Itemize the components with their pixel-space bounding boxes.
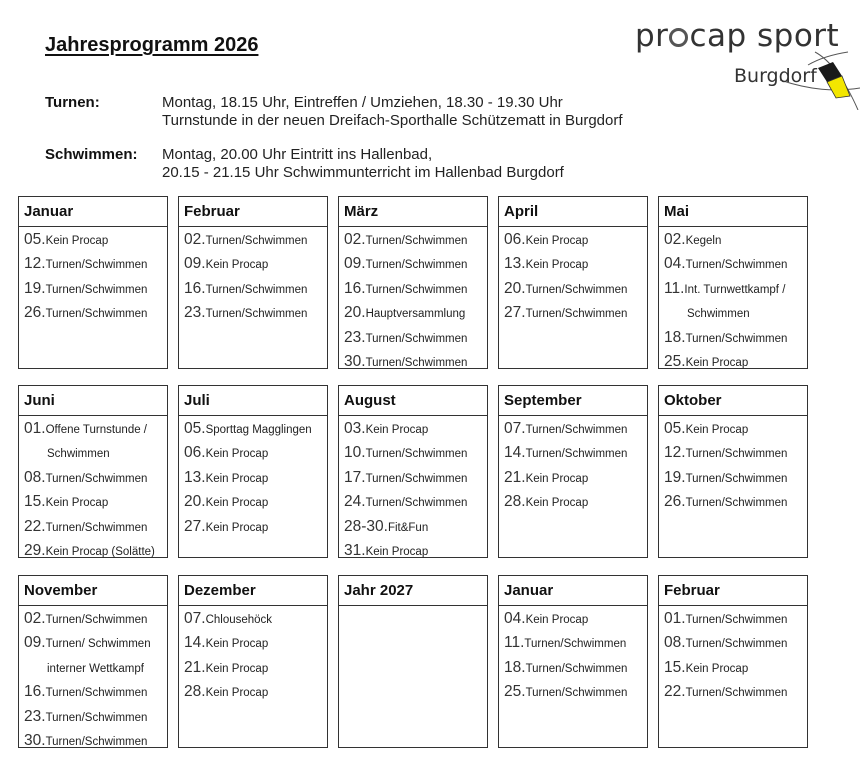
- event-entry: [504, 490, 647, 514]
- entry-list: [659, 606, 807, 705]
- month-name: Oktober: [659, 386, 807, 416]
- month-box: [338, 575, 488, 748]
- event-day: 20.: [504, 279, 526, 297]
- month-name: April: [499, 197, 647, 227]
- event-day: 25.: [664, 352, 686, 370]
- event-entry: [344, 466, 487, 490]
- month-name: September: [499, 386, 647, 416]
- entry-list: [19, 416, 167, 563]
- event-text: Kein Procap: [205, 448, 269, 461]
- event-entry: [344, 350, 487, 374]
- event-text: Turnen/Schwimmen: [525, 308, 628, 321]
- event-entry: [184, 417, 327, 441]
- event-entry: [664, 490, 807, 514]
- event-entry: [344, 252, 487, 276]
- event-text: Turnen/Schwimmen: [685, 497, 788, 510]
- event-day: 27.: [184, 517, 206, 535]
- event-text: Turnen/Schwimmen: [365, 235, 468, 247]
- event-text: Kein Procap: [525, 235, 589, 247]
- event-entry: [184, 656, 327, 680]
- event-entry: [24, 729, 167, 753]
- event-day: 07.: [184, 610, 206, 627]
- event-day: 28-30.: [344, 517, 388, 535]
- event-entry: [504, 417, 647, 441]
- event-text: Int. Turnwettkampf /: [684, 283, 786, 296]
- event-day: 29.: [24, 541, 46, 559]
- info-label: Schwimmen:: [45, 146, 138, 163]
- month-name: Mai: [659, 197, 807, 227]
- event-entry: [664, 607, 807, 631]
- event-entry: [24, 417, 167, 441]
- event-entry: [344, 490, 487, 514]
- event-day: 23.: [184, 304, 206, 322]
- event-day: 05.: [184, 420, 206, 437]
- event-day: 09.: [24, 634, 46, 652]
- event-text: Sporttag Magglingen: [205, 424, 312, 436]
- entry-list: [179, 227, 327, 326]
- month-name: Jahr 2027: [339, 576, 487, 606]
- event-day: 05.: [664, 420, 686, 437]
- event-text: Turnen/Schwimmen: [45, 711, 148, 724]
- event-entry: [184, 515, 327, 539]
- event-day: 26.: [24, 304, 46, 322]
- event-day: 12.: [24, 255, 46, 273]
- event-entry: [24, 228, 167, 252]
- month-name: August: [339, 386, 487, 416]
- entry-list: [499, 227, 647, 326]
- month-box: [338, 196, 488, 369]
- event-entry: [184, 301, 327, 325]
- event-entry: [184, 441, 327, 465]
- event-entry: [24, 252, 167, 276]
- event-text: Turnen/Schwimmen: [45, 283, 148, 296]
- event-entry: [24, 631, 167, 655]
- event-entry: [344, 515, 487, 539]
- event-text: interner Wettkampf: [47, 662, 144, 675]
- month-name: Februar: [659, 576, 807, 606]
- event-entry: [24, 466, 167, 490]
- event-entry: [504, 656, 647, 680]
- page-title: Jahresprogramm 2026: [45, 34, 259, 56]
- entry-list: [339, 416, 487, 563]
- month-box: [18, 575, 168, 748]
- month-name: Dezember: [179, 576, 327, 606]
- event-entry: [664, 441, 807, 465]
- event-text: Turnen/Schwimmen: [685, 687, 788, 700]
- event-entry: [24, 441, 167, 465]
- event-day: 18.: [664, 328, 686, 346]
- event-text: Turnen/Schwimmen: [525, 283, 628, 296]
- event-text: Turnen/Schwimmen: [525, 424, 628, 436]
- event-text: Turnen/Schwimmen: [685, 614, 788, 626]
- event-entry: [24, 607, 167, 631]
- entry-list: [19, 606, 167, 753]
- event-day: 28.: [184, 683, 206, 701]
- event-day: 13.: [184, 468, 206, 486]
- event-day: 16.: [344, 279, 366, 297]
- event-entry: [24, 705, 167, 729]
- event-text: Kein Procap: [525, 614, 589, 626]
- event-entry: [504, 301, 647, 325]
- event-day: 31.: [344, 541, 366, 559]
- event-entry: [184, 277, 327, 301]
- event-day: 09.: [184, 255, 206, 273]
- info-line: Montag, 20.00 Uhr Eintritt ins Hallenbad,: [162, 146, 433, 163]
- entry-list: [339, 227, 487, 374]
- event-entry: [184, 607, 327, 631]
- month-name: Januar: [499, 576, 647, 606]
- month-box: [18, 196, 168, 369]
- event-entry: [24, 515, 167, 539]
- event-day: 10.: [344, 444, 366, 462]
- entry-list: [19, 227, 167, 326]
- entry-list: [499, 416, 647, 515]
- event-text: Kein Procap: [685, 662, 749, 675]
- month-box: [18, 385, 168, 558]
- event-entry: [664, 680, 807, 704]
- event-text: Turnen/Schwimmen: [525, 448, 628, 461]
- event-entry: [344, 326, 487, 350]
- month-box: [498, 385, 648, 558]
- logo-city: Burgdorf: [734, 65, 817, 87]
- event-text: Kein Procap: [45, 235, 109, 247]
- event-day: 06.: [504, 231, 526, 248]
- event-entry: [504, 252, 647, 276]
- event-day: 30.: [344, 352, 366, 370]
- event-text: Turnen/Schwimmen: [365, 283, 468, 296]
- event-day: 04.: [504, 610, 526, 627]
- event-day: 01.: [664, 610, 686, 627]
- event-day: 21.: [184, 658, 206, 676]
- month-box: [658, 385, 808, 558]
- event-entry: [344, 228, 487, 252]
- event-text: Kein Procap: [205, 638, 269, 651]
- event-text: Turnen/Schwimmen: [685, 332, 788, 345]
- event-day: 08.: [664, 634, 686, 652]
- procap-sport-logo: [630, 10, 860, 110]
- event-day: 14.: [184, 634, 206, 652]
- event-text: Hauptversammlung: [365, 308, 466, 321]
- month-box: [178, 385, 328, 558]
- event-day: 21.: [504, 468, 526, 486]
- event-day: 11.: [504, 634, 525, 652]
- event-text: Turnen/Schwimmen: [365, 332, 468, 345]
- event-entry: [184, 252, 327, 276]
- event-text: Turnen/Schwimmen: [205, 308, 308, 321]
- event-text: Turnen/ Schwimmen: [45, 638, 151, 651]
- event-text: Kein Procap: [365, 545, 429, 558]
- event-text: Turnen/Schwimmen: [205, 283, 308, 296]
- month-name: Januar: [19, 197, 167, 227]
- event-day: 22.: [24, 517, 46, 535]
- month-name: November: [19, 576, 167, 606]
- event-entry: [24, 490, 167, 514]
- event-text: Kein Procap: [525, 259, 589, 272]
- event-text: Turnen/Schwimmen: [45, 687, 148, 700]
- event-entry: [24, 539, 167, 563]
- event-text: Turnen/Schwimmen: [685, 259, 788, 272]
- event-text: Turnen/Schwimmen: [365, 356, 468, 369]
- event-entry: [664, 631, 807, 655]
- event-text: Kein Procap: [205, 687, 269, 700]
- event-day: 02.: [184, 231, 206, 248]
- event-day: 23.: [344, 328, 366, 346]
- event-text: Kein Procap: [205, 521, 269, 534]
- event-day: 19.: [24, 279, 46, 297]
- event-text: Chlousehöck: [205, 614, 273, 626]
- event-entry: [184, 228, 327, 252]
- event-day: 28.: [504, 493, 526, 511]
- event-entry: [664, 228, 807, 252]
- event-text: Kein Procap: [525, 472, 589, 485]
- event-entry: [664, 466, 807, 490]
- event-day: 22.: [664, 683, 686, 701]
- event-day: 12.: [664, 444, 686, 462]
- entry-list: [339, 606, 487, 607]
- event-day: 05.: [24, 231, 46, 248]
- month-box: [178, 575, 328, 748]
- event-text: Turnen/Schwimmen: [45, 521, 148, 534]
- event-day: 16.: [184, 279, 206, 297]
- event-day: 20.: [344, 304, 366, 322]
- event-entry: [664, 277, 807, 301]
- event-text: Kein Procap: [685, 424, 749, 436]
- event-day: 03.: [344, 420, 366, 437]
- event-text: Kegeln: [685, 235, 722, 247]
- event-text: Kein Procap: [205, 259, 269, 272]
- event-day: 13.: [504, 255, 526, 273]
- event-day: 16.: [24, 683, 46, 701]
- event-text: Turnen/Schwimmen: [685, 638, 788, 651]
- event-text: Turnen/Schwimmen: [524, 638, 627, 651]
- logo-o-ring-icon: [669, 28, 688, 47]
- event-text: Kein Procap: [205, 497, 269, 510]
- event-text: Offene Turnstunde /: [45, 424, 148, 436]
- event-entry: [504, 680, 647, 704]
- event-entry: [344, 301, 487, 325]
- month-box: [658, 575, 808, 748]
- entry-list: [499, 606, 647, 705]
- event-text: Schwimmen: [687, 308, 750, 321]
- event-text: Schwimmen: [47, 448, 110, 461]
- event-text: Turnen/Schwimmen: [685, 448, 788, 461]
- month-box: [658, 196, 808, 369]
- event-entry: [504, 631, 647, 655]
- event-day: 27.: [504, 304, 526, 322]
- event-day: 15.: [24, 493, 46, 511]
- event-text: Kein Procap: [205, 472, 269, 485]
- month-box: [178, 196, 328, 369]
- event-entry: [344, 441, 487, 465]
- event-text: Kein Procap (Solätte): [45, 545, 155, 558]
- event-text: Turnen/Schwimmen: [45, 614, 148, 626]
- event-day: 07.: [504, 420, 526, 437]
- month-box: [498, 196, 648, 369]
- event-entry: [664, 350, 807, 374]
- month-name: März: [339, 197, 487, 227]
- event-entry: [344, 417, 487, 441]
- event-day: 04.: [664, 255, 686, 273]
- event-day: 19.: [664, 468, 686, 486]
- event-day: 20.: [184, 493, 206, 511]
- event-text: Turnen/Schwimmen: [365, 448, 468, 461]
- event-text: Turnen/Schwimmen: [365, 259, 468, 272]
- info-line: Montag, 18.15 Uhr, Eintreffen / Umziehen, 18.30 - 19.30 Uhr: [162, 94, 563, 111]
- event-text: Turnen/Schwimmen: [45, 472, 148, 485]
- event-day: 17.: [344, 468, 366, 486]
- entry-list: [659, 416, 807, 515]
- event-day: 25.: [504, 683, 526, 701]
- event-entry: [184, 631, 327, 655]
- event-entry: [184, 466, 327, 490]
- event-entry: [664, 417, 807, 441]
- event-entry: [344, 539, 487, 563]
- event-text: Kein Procap: [205, 662, 269, 675]
- info-line: Turnstunde in der neuen Dreifach-Sporthalle Schützematt in Burgdorf: [162, 112, 623, 129]
- event-text: Turnen/Schwimmen: [525, 662, 628, 675]
- event-text: Kein Procap: [525, 497, 589, 510]
- event-day: 15.: [664, 658, 686, 676]
- event-entry: [24, 680, 167, 704]
- month-box: [498, 575, 648, 748]
- event-entry: [24, 301, 167, 325]
- month-name: Februar: [179, 197, 327, 227]
- event-entry: [344, 277, 487, 301]
- month-name: Juni: [19, 386, 167, 416]
- event-day: 08.: [24, 468, 46, 486]
- event-entry: [504, 466, 647, 490]
- entry-list: [179, 416, 327, 539]
- event-entry: [24, 277, 167, 301]
- event-entry: [504, 607, 647, 631]
- event-text: Turnen/Schwimmen: [365, 472, 468, 485]
- event-text: Turnen/Schwimmen: [45, 259, 148, 272]
- event-day: 02.: [664, 231, 686, 248]
- event-text: Turnen/Schwimmen: [45, 308, 148, 321]
- event-day: 02.: [24, 610, 46, 627]
- event-day: 26.: [664, 493, 686, 511]
- month-name: Juli: [179, 386, 327, 416]
- event-entry: [664, 326, 807, 350]
- event-text: Turnen/Schwimmen: [365, 497, 468, 510]
- event-day: 18.: [504, 658, 526, 676]
- event-entry: [184, 680, 327, 704]
- month-box: [338, 385, 488, 558]
- event-text: Turnen/Schwimmen: [525, 687, 628, 700]
- event-text: Kein Procap: [365, 424, 429, 436]
- logo-wordmark: pr cap sport: [635, 18, 840, 54]
- event-day: 24.: [344, 493, 366, 511]
- info-label: Turnen:: [45, 94, 100, 111]
- info-line: 20.15 - 21.15 Uhr Schwimmunterricht im Hallenbad Burgdorf: [162, 164, 564, 181]
- event-text: Fit&Fun: [387, 521, 429, 534]
- event-entry: [664, 656, 807, 680]
- event-text: Turnen/Schwimmen: [685, 472, 788, 485]
- event-day: 02.: [344, 231, 366, 248]
- event-text: Turnen/Schwimmen: [205, 235, 308, 247]
- entry-list: [179, 606, 327, 705]
- event-day: 11.: [664, 279, 685, 297]
- event-day: 01.: [24, 420, 46, 437]
- event-day: 30.: [24, 731, 46, 749]
- event-entry: [664, 301, 807, 325]
- event-entry: [184, 490, 327, 514]
- event-day: 06.: [184, 444, 206, 462]
- entry-list: [659, 227, 807, 374]
- event-entry: [504, 441, 647, 465]
- event-day: 23.: [24, 707, 46, 725]
- event-entry: [504, 228, 647, 252]
- event-text: Kein Procap: [685, 356, 749, 369]
- event-entry: [664, 252, 807, 276]
- event-text: Kein Procap: [45, 497, 109, 510]
- event-entry: [504, 277, 647, 301]
- event-text: Turnen/Schwimmen: [45, 735, 148, 748]
- event-entry: [24, 656, 167, 680]
- event-day: 14.: [504, 444, 526, 462]
- event-day: 09.: [344, 255, 366, 273]
